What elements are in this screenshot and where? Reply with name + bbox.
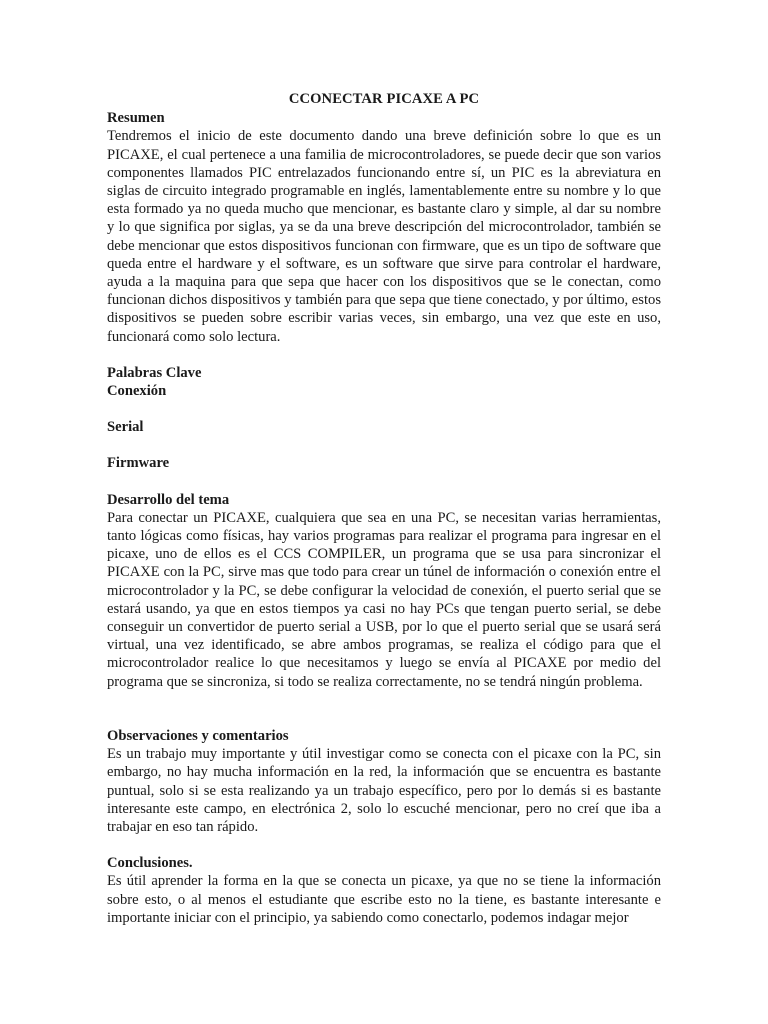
spacer	[107, 346, 661, 364]
document-body	[107, 90, 661, 927]
spacer	[107, 836, 661, 854]
keyword-item: Firmware	[107, 455, 170, 472]
spacer	[107, 436, 661, 454]
spacer	[107, 473, 661, 491]
keywords-heading: Palabras Clave	[107, 364, 202, 381]
desarrollo-text: Para conectar un PICAXE, cualquiera que sea en una PC, se necesitan varias herramientas, tanto lógicas como físicas, hay varios programas para realizar el programa para ingresar en el picaxe, uno de ellos es el CCS COMPILER, un programa que se usa para sincronizar el PICAXE con la PC, sirve mas que todo para crear un túnel de información o conexión entre el microcontrolador y la PC, se debe configurar la velocidad de conexión, el puerto serial que se estará usando, ya que en estos tiempos ya casi no hay PCs que tengan puerto serial, se debe conseguir un convertidor de puerto serial a USB, por lo que el puerto serial que se usará será virtual, una vez identificado, se abre ambos programas, se realiza el código para que el microcontrolador realice lo que necesitamos y luego se envía al PICAXE por medio del programa que se sincroniza, si todo se realiza correctamente, no se tendrá ningún problema.	[107, 509, 661, 690]
spacer	[107, 400, 661, 418]
keyword-item: Conexión	[107, 383, 167, 400]
resumen-heading: Resumen	[107, 110, 165, 127]
desarrollo-heading: Desarrollo del tema	[107, 491, 230, 508]
conclusiones-heading: Conclusiones.	[107, 855, 193, 872]
spacer	[107, 691, 661, 727]
document-title: CCONECTAR PICAXE A PC	[288, 91, 480, 107]
conclusiones-text: Es útil aprender la forma en la que se conecta un picaxe, ya que no se tiene la información sobre esto, o al menos el estudiante que escribe esto no la tiene, es bastante interesante e importante iniciar con el principio, ya sabiendo como conectarlo, podemos indagar mejor	[107, 873, 661, 926]
observaciones-heading: Observaciones y comentarios	[107, 727, 289, 744]
resumen-text: Tendremos el inicio de este documento dando una breve definición sobre lo que es un PICAXE, el cual pertenece a una familia de microcontroladores, se puede decir que son varios componentes llamados PIC entrelazados funcionando entre sí, un PIC es la abreviatura en siglas de circuito integrado programable en inglés, lamentablemente entre su nombre y lo que esta formado ya no queda mucho que mencionar, es bastante claro y simple, al dar su nombre y lo que significa por siglas, ya se da una breve descripción del microcontrolador, también se debe mencionar que estos dispositivos funcionan con firmware, que es un tipo de software que queda entre el hardware y el software, es un software que sirve para controlar el hardware, ayuda a la maquina para que sepa que hacer con los dispositivos que se le conectan, como funcionan dichos dispositivos y también para que sepa que tiene conectado, y por último, estos dispositivos se pueden sobre escribir varias veces, sin embargo, una vez que este en uso, funcionará como solo lectura.	[107, 128, 661, 345]
keyword-item: Serial	[107, 419, 144, 436]
observaciones-text: Es un trabajo muy importante y útil investigar como se conecta con el picaxe con la PC, sin embargo, no hay mucha información en la red, la información que se encuentra es bastante puntual, solo si se esta realizando ya un trabajo específico, pero por lo demás si es bastante interesante este campo, en electrónica 2, solo lo escuché mencionar, pero no creí que iba a trabajar en eso tan rápido.	[107, 746, 661, 835]
